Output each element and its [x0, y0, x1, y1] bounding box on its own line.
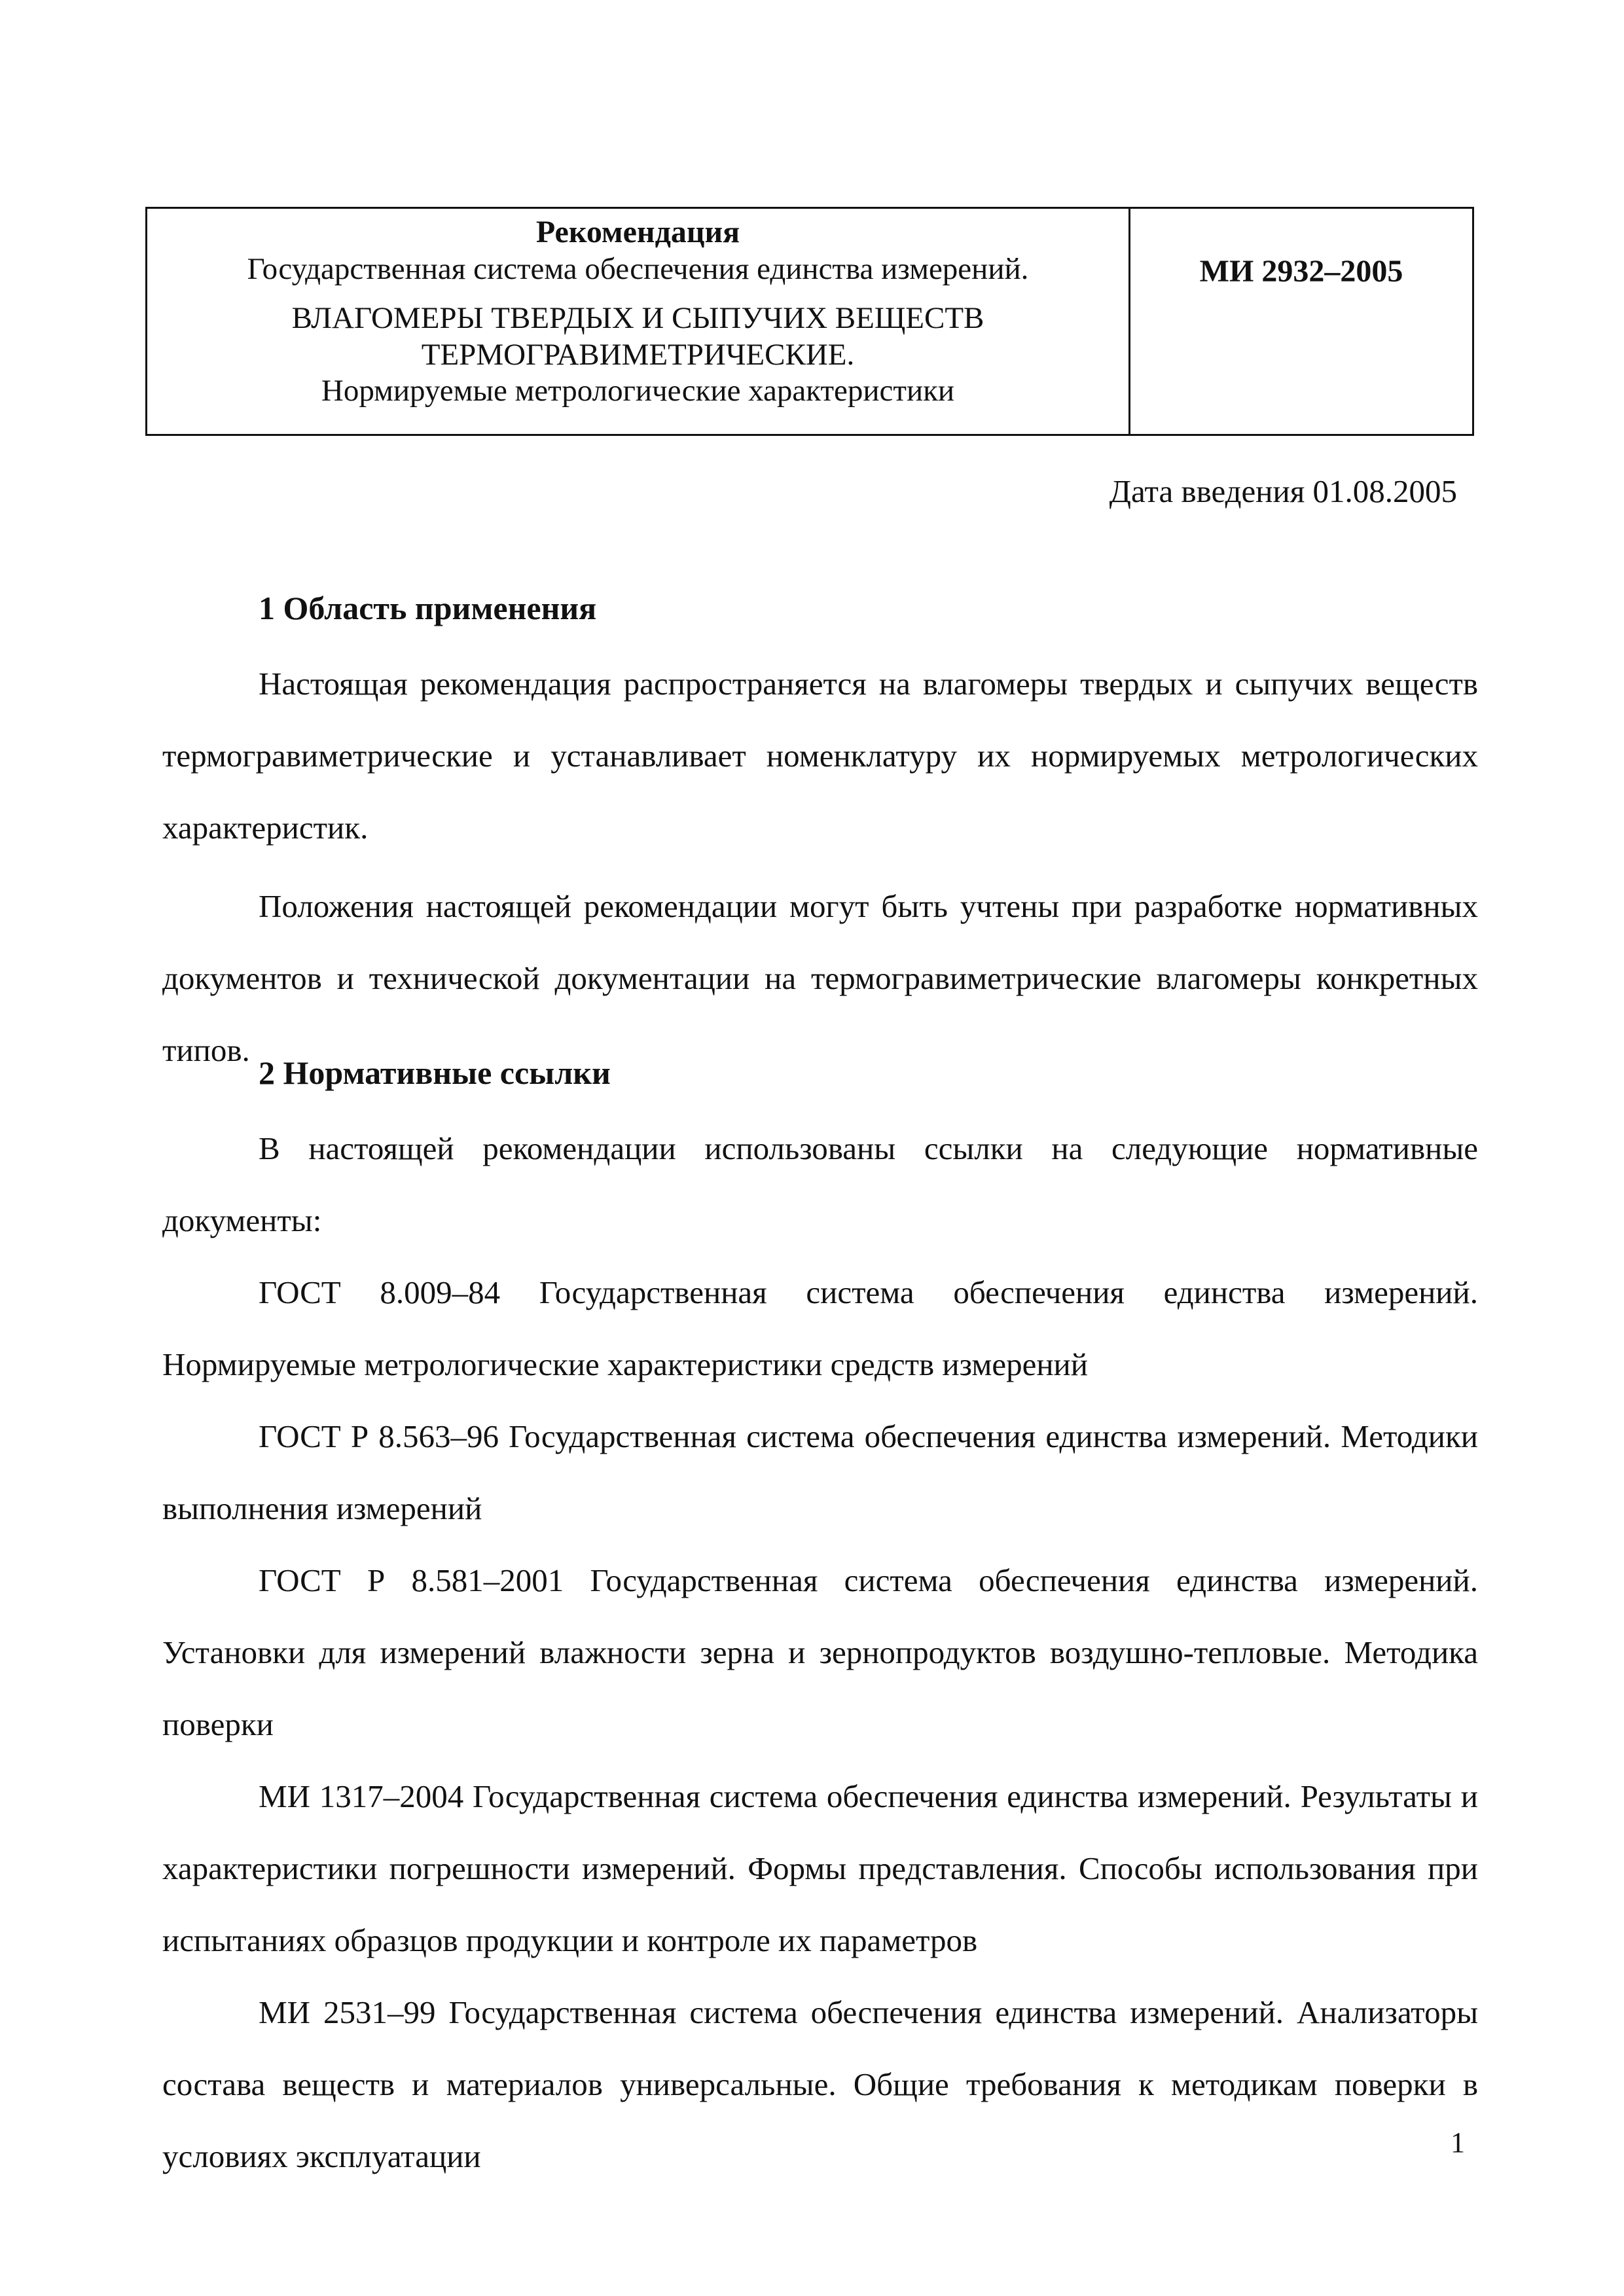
- title-line-1: ВЛАГОМЕРЫ ТВЕРДЫХ И СЫПУЧИХ ВЕЩЕСТВ: [291, 301, 984, 336]
- document-kind: Рекомендация: [535, 215, 740, 249]
- section-1-title: 1 Область применения: [259, 590, 597, 626]
- header-title-cell: [147, 209, 1130, 434]
- document-subtitle: Нормируемые метрологические характеристики: [321, 373, 955, 408]
- system-name: Государственная система обеспечения единства измерений.: [247, 251, 1029, 286]
- reference-item: МИ 1317–2004 Государственная система обеспечения единства измерений. Результаты и характеристики погрешности измерений. Формы представления. Способы использования при испытаниях образцов продукции и контроле их параметров: [162, 1778, 1478, 1958]
- document-designation: МИ 2932–2005: [1199, 254, 1403, 289]
- reference-item: ГОСТ 8.009–84 Государственная система обеспечения единства измерений. Нормируемые метрологические характеристики средств измерений: [162, 1274, 1478, 1382]
- section-1-paragraph: Настоящая рекомендация распространяется на влагомеры твердых и сыпучих веществ термогравиметрические и устанавливает номенклатуру их нормируемых метрологических характеристик.: [162, 666, 1478, 846]
- introduction-date: Дата введения 01.08.2005: [1109, 473, 1457, 509]
- section-2-paragraph: В настоящей рекомендации использованы ссылки на следующие нормативные документы:: [162, 1130, 1478, 1238]
- title-line-2: ТЕРМОГРАВИМЕТРИЧЕСКИЕ.: [421, 337, 855, 372]
- section-2-title: 2 Нормативные ссылки: [259, 1054, 611, 1091]
- reference-item: ГОСТ Р 8.581–2001 Государственная система обеспечения единства измерений. Установки для измерений влажности зерна и зернопродуктов воздушно-тепловые. Методика поверки: [162, 1562, 1478, 1742]
- reference-item: ГОСТ Р 8.563–96 Государственная система обеспечения единства измерений. Методики выполнения измерений: [162, 1418, 1478, 1526]
- section-1-body: [162, 648, 1478, 1086]
- reference-item: МИ 2531–99 Государственная система обеспечения единства измерений. Анализаторы состава веществ и материалов универсальные. Общие требования к методикам поверки в условиях эксплуатации: [162, 1994, 1478, 2174]
- header-table: [145, 207, 1474, 436]
- designation-cell: [1130, 209, 1472, 434]
- section-2-body: [162, 1113, 1478, 2193]
- page-number: 1: [1451, 2126, 1465, 2159]
- section-1-paragraph: Положения настоящей рекомендации могут быть учтены при разработке нормативных документов и технической документации на термогравиметрические влагомеры конкретных типов.: [162, 888, 1478, 1068]
